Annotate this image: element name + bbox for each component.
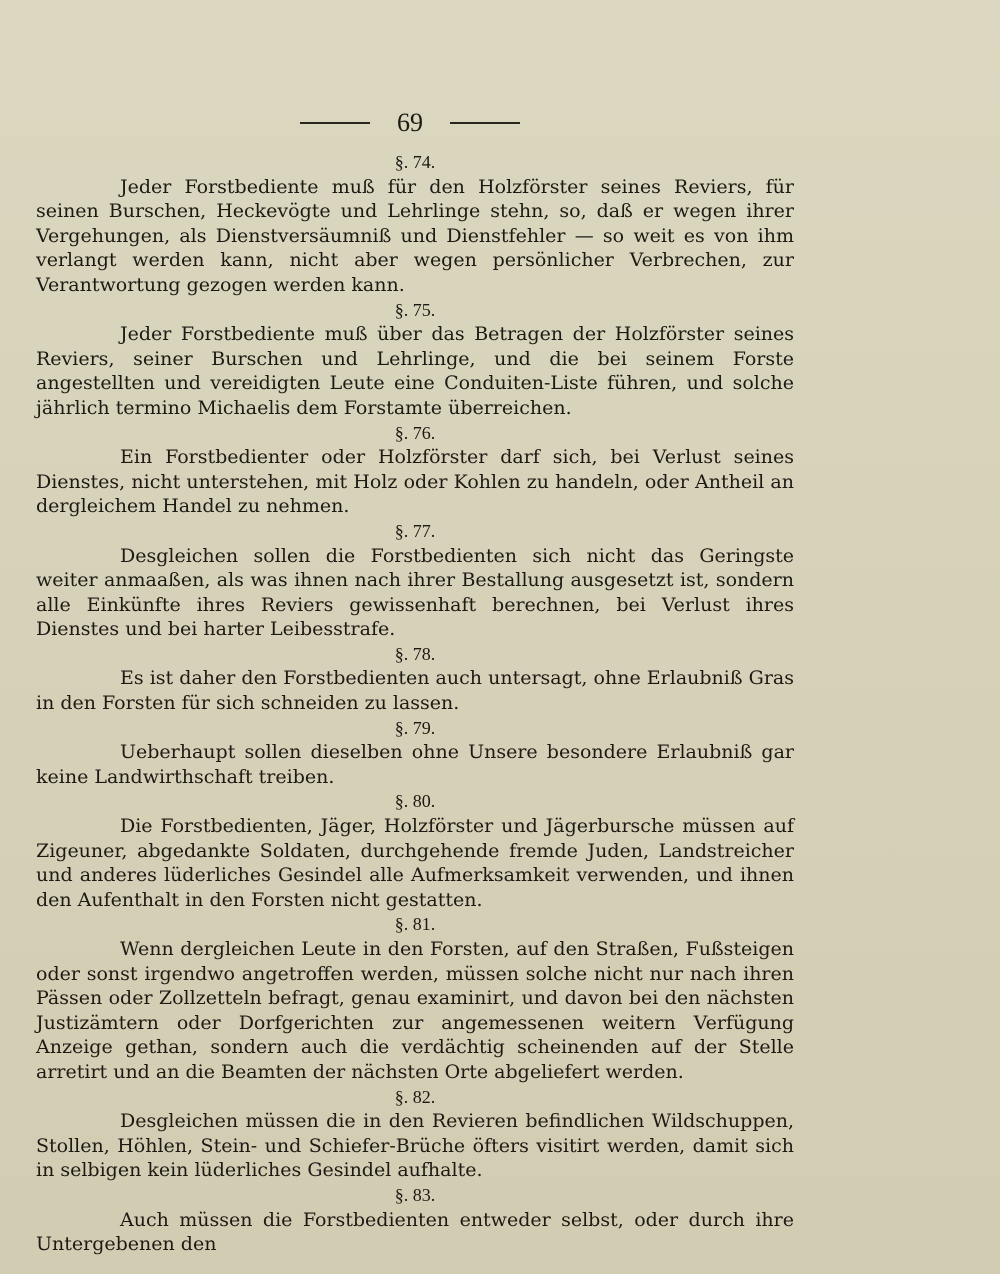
section-text: Es ist daher den Forstbedienten auch untersagt, ohne Erlaubniß Gras in den Forsten für sich schneiden zu lassen. [36, 667, 794, 715]
section-text: Ueberhaupt sollen dieselben ohne Unsere besondere Erlaubniß gar keine Landwirthschaft treiben. [36, 741, 794, 788]
section-text: Jeder Forstbediente muß für den Holzförster seines Reviers, für seinen Burschen, Heckevögte und Lehrlinge stehn, so, daß er wegen ihrer Vergehungen, als Dienstversäumniß und Dienstfehler — so weit es von ihm verlangt werden kann, nicht aber wegen persönlicher Verbrechen, zur Verantwortung gezogen werden kann. [36, 175, 794, 296]
section-heading: §. 81. [394, 914, 436, 935]
page-body [36, 150, 794, 1257]
header-rule-left [300, 122, 370, 124]
section-heading: §. 83. [394, 1184, 436, 1205]
page-number: 69 [397, 108, 423, 137]
section-text: Desgleichen sollen die Forstbedienten sich nicht das Geringste weiter anmaaßen, als was ihnen nach ihrer Bestallung ausgesetzt ist, sondern alle Einkünfte ihres Reviers gewissenhaft berechnen, bei Verlust ihres Dienstes und bei harter Leibesstrafe. [36, 544, 794, 641]
section-heading: §. 74. [394, 152, 436, 172]
section-text: Jeder Forstbediente muß über das Betragen der Holzförster seines Reviers, seiner Burschen und Lehrlinge, und die bei seinem Forste angestellten und vereidigten Leute eine Conduiten-Liste führen, und solche jährlich termino Michaelis dem Forstamte überreichen. [36, 323, 794, 419]
section-heading: §. 76. [394, 422, 436, 443]
section-heading: §. 80. [394, 791, 436, 812]
section-text: Ein Forstbedienter oder Holzförster darf sich, bei Verlust seines Dienstes, nicht unterstehen, mit Holz oder Kohlen zu handeln, oder Antheil an dergleichem Handel zu nehmen. [36, 446, 794, 518]
section-heading: §. 77. [394, 520, 436, 541]
section-heading: §. 82. [394, 1086, 436, 1107]
section-heading: §. 75. [394, 299, 436, 320]
section-text: Wenn dergleichen Leute in den Forsten, auf den Straßen, Fußsteigen oder sonst irgendwo angetroffen werden, müssen solche nicht nur nach ihren Pässen oder Zollzetteln befragt, genau examinirt, und davon bei den nächsten Justizämtern oder Dorfgerichten zur angemessenen weitern Verfügung Anzeige gethan, sondern auch die verdächtig scheinenden auf der Stelle arretirt und an die Beamten der nächsten Orte abgeliefert werden. [36, 938, 794, 1083]
section-text: Auch müssen die Forstbedienten entweder selbst, oder durch ihre Untergebenen den [36, 1208, 794, 1256]
page-header [300, 108, 520, 138]
section-text: Desgleichen müssen die in den Revieren befindlichen Wildschuppen, Stollen, Höhlen, Stein- und Schiefer-Brüche öfters visitirt werden, damit sich in selbigen kein lüderliches Gesindel aufhalte. [36, 1110, 794, 1182]
header-rule-right [450, 122, 520, 124]
section-heading: §. 78. [394, 643, 436, 664]
section-heading: §. 79. [394, 717, 436, 738]
section-text: Die Forstbedienten, Jäger, Holzförster und Jägerbursche müssen auf Zigeuner, abgedankte Soldaten, durchgehende fremde Juden, Landstreicher und anderes lüderliches Gesindel alle Aufmerksamkeit verwenden, und ihnen den Aufenthalt in den Forsten nicht gestatten. [36, 815, 794, 911]
